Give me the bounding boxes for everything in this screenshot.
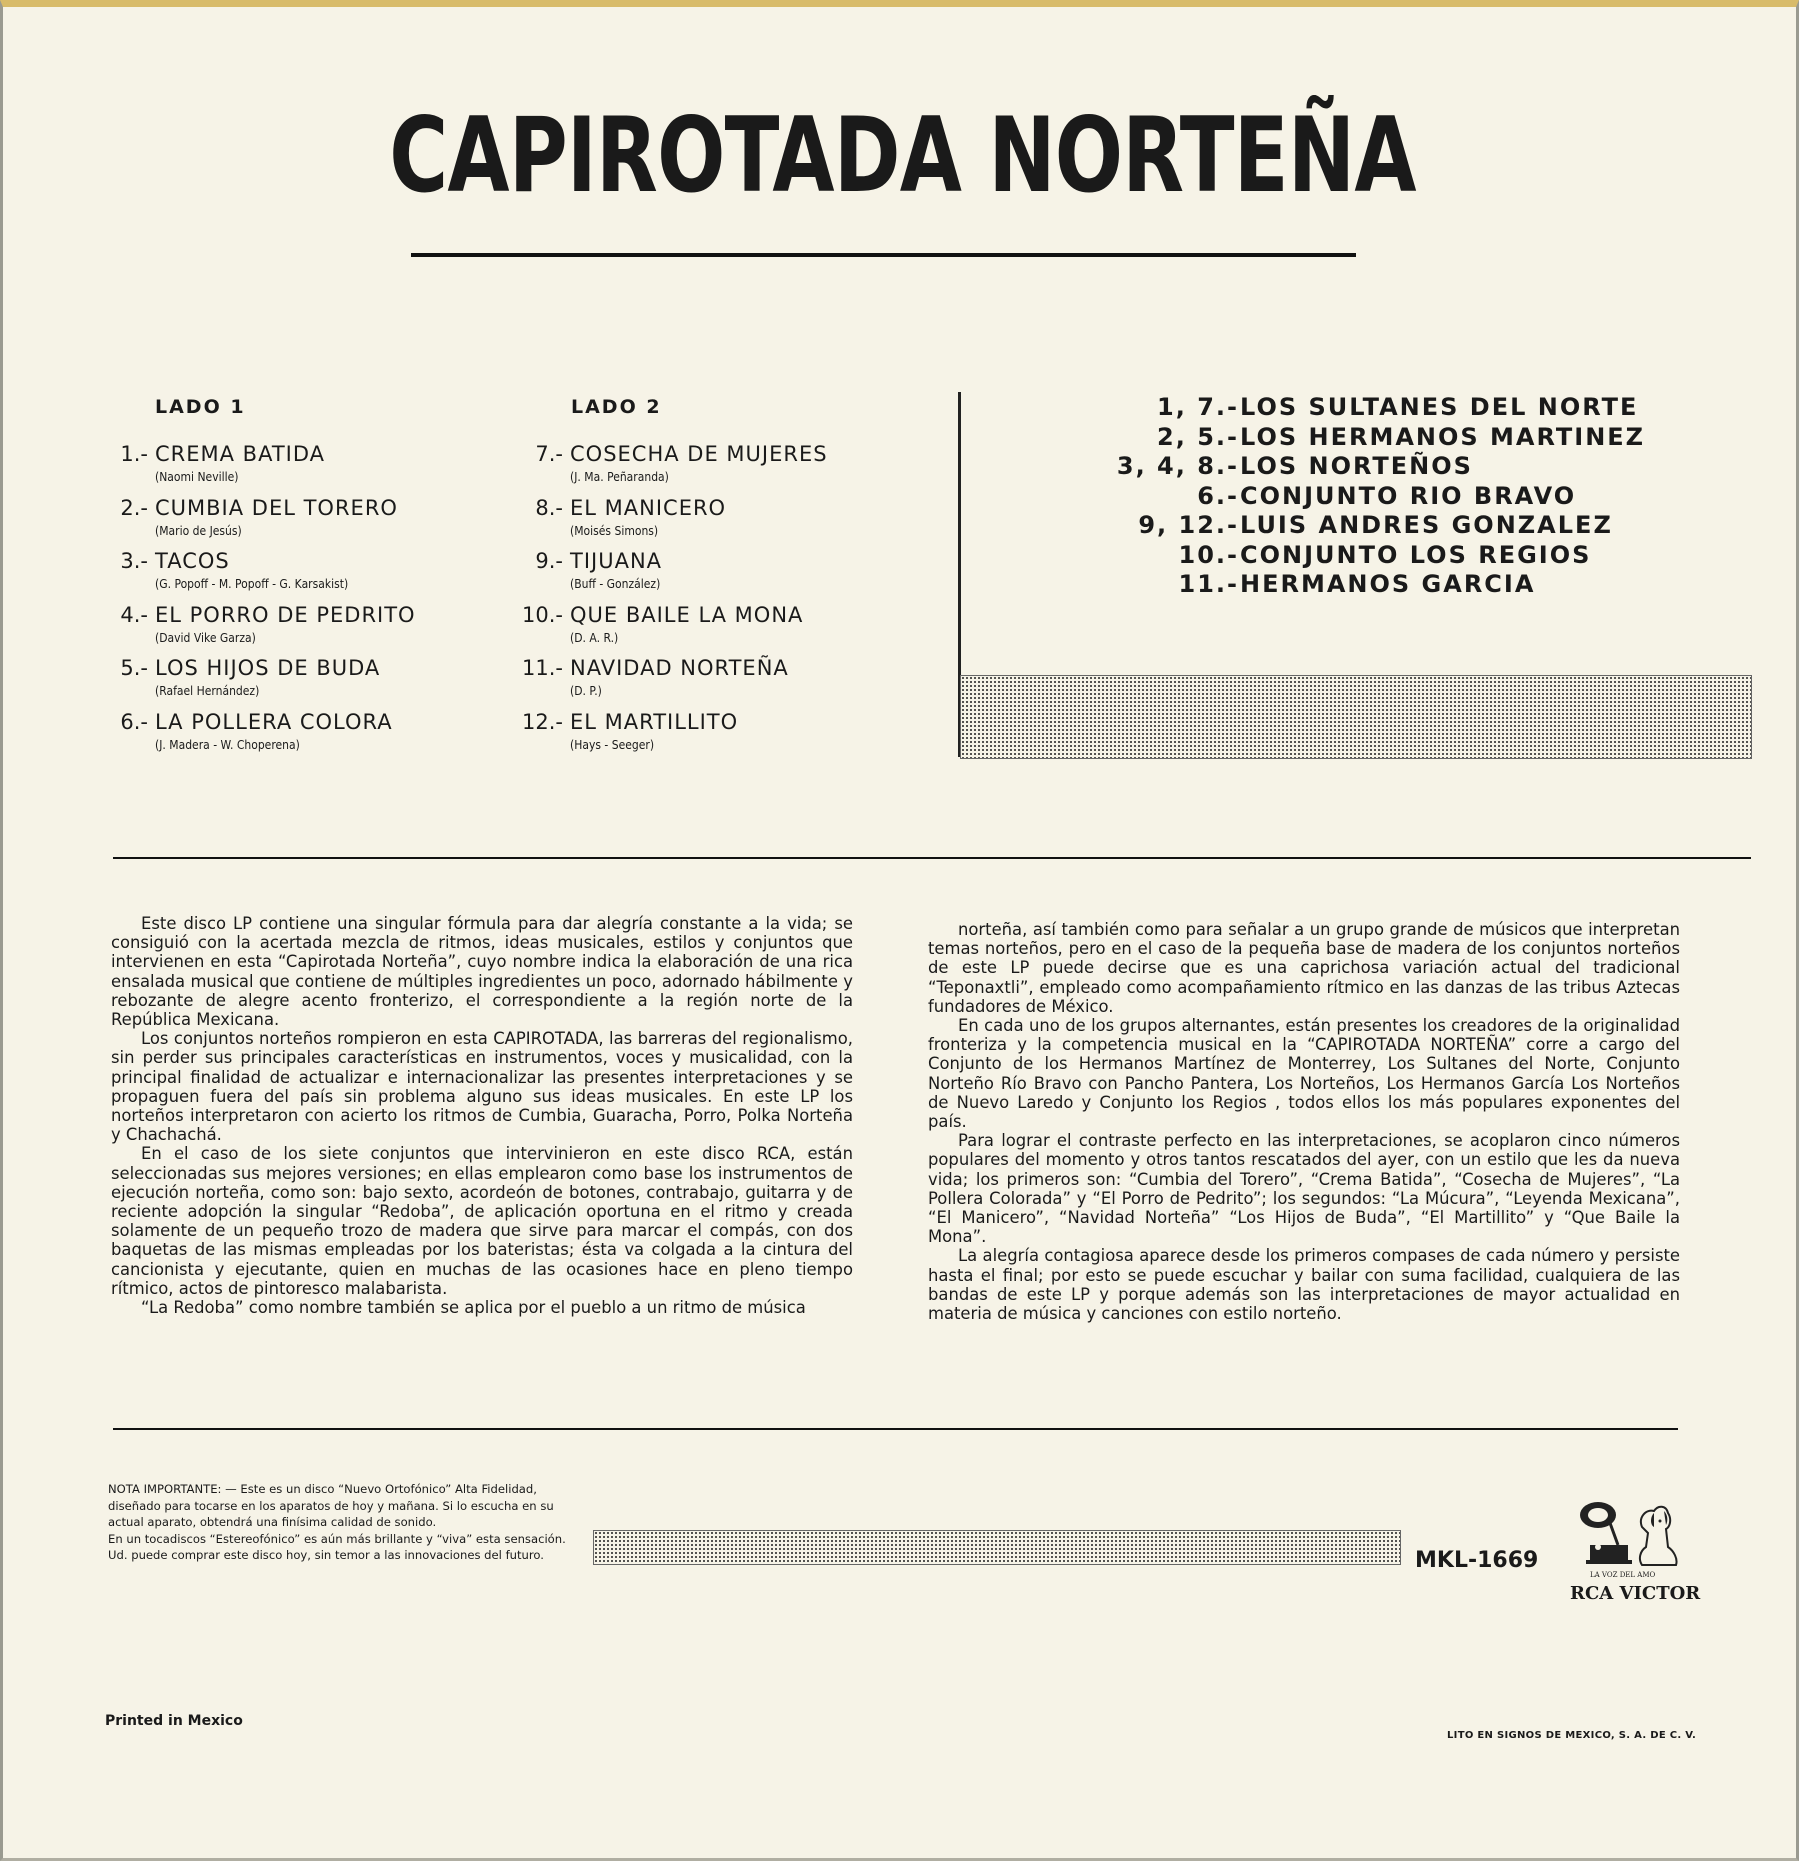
track-title: LA POLLERA COLORA	[155, 709, 393, 734]
track-number: 11.-	[522, 656, 563, 681]
rca-victor-logo	[1568, 1499, 1701, 1604]
track-author: (David Vike Garza)	[155, 630, 256, 645]
track-item	[118, 442, 478, 496]
track-title: TACOS	[155, 549, 230, 574]
track-number: 5.-	[120, 656, 148, 681]
section-rule	[113, 857, 1751, 859]
side-1-heading: LADO 1	[155, 396, 246, 418]
performer-name: CONJUNTO LOS REGIOS	[1240, 540, 1592, 569]
liner-paragraph: Los conjuntos norteños rompieron en esta CAPIROTADA, las barreras del regionalismo, sin perder sus principales características en instrumentos, voces y musicalidad, con la principal finalidad de actualizar e internacionalizar las presentes interpretaciones y se propaguen fuera del país sin problema alguno sus ideas musicales. En este LP los norteños interpretaron con acierto los ritmos de Cumbia, Guaracha, Porro, Polka Norteña y Chachachá.	[111, 1029, 853, 1145]
performer-name: CONJUNTO RIO BRAVO	[1240, 481, 1577, 510]
title-underline	[411, 253, 1356, 257]
track-item	[533, 442, 913, 496]
track-author: (Hays - Seeger)	[570, 737, 655, 752]
track-author: (J. Ma. Peñaranda)	[570, 470, 669, 484]
track-number: 9.-	[535, 549, 563, 574]
track-number: 3.-	[120, 549, 148, 574]
track-title: TIJUANA	[570, 549, 663, 574]
liner-notes-right	[928, 920, 1680, 1323]
printer-credit: LITO EN SIGNOS DE MEXICO, S. A. DE C. V.	[1447, 1730, 1697, 1741]
note-paragraph: NOTA IMPORTANTE: — Este es un disco “Nuevo Ortofónico” Alta Fidelidad, diseñado para tocarse en los aparatos de hoy y mañana. Si lo escucha en su actual aparato, obtendrá una finísima calidad de sonido.	[108, 1482, 554, 1529]
performer-tracks: 10.-	[1178, 540, 1239, 569]
track-item	[522, 709, 913, 764]
track-title: NAVIDAD NORTEÑA	[570, 656, 789, 681]
track-number: 2.-	[120, 495, 148, 520]
track-author: (Rafael Hernández)	[155, 684, 260, 699]
liner-paragraph: En cada uno de los grupos alternantes, están presentes los creadores de la originalidad fronteriza y la competencia musical en la “CAPIROTADA NORTEÑA” corre a cargo del Conjunto de los Hermanos Martínez de Monterrey, Los Sultanes del Norte, Conjunto Norteño Río Bravo con Pancho Pantera, Los Norteños, Los Hermanos García Los Norteños de Nuevo Laredo y Conjunto los Regios , todos ellos los más populares exponentes del país.	[928, 1016, 1680, 1132]
note-paragraph: En un tocadiscos “Estereofónico” es aún más brillante y “viva” esta sensación.	[108, 1531, 566, 1546]
track-number: 12.-	[522, 709, 563, 734]
track-item	[522, 656, 913, 710]
performer-name: LOS HERMANOS MARTINEZ	[1240, 422, 1646, 451]
performer-name: LUIS ANDRES GONZALEZ	[1240, 511, 1613, 539]
track-number: 4.-	[120, 602, 148, 627]
liner-paragraph: Para lograr el contraste perfecto en las interpretaciones, se acoplaron cinco números populares del momento y otros tantos rescatados del ayer, con un estilo que les da nueva vida; los primeros son: “Cumbia del Torero”, “Crema Batida”, “Cosecha de Mujeres”, “La Pollera Colorada” y “El Porro de Pedrito”; los segundos: “La Múcura”, “Leyenda Mexicana”, “El Manicero”, “Navidad Norteña” “Los Hijos de Buda”, “El Martillito” y “Que Baile la Mona”.	[928, 1131, 1680, 1247]
track-number: 7.-	[535, 442, 563, 466]
track-title: LOS HIJOS DE BUDA	[155, 656, 381, 681]
performer-tracks: 9, 12.-	[1138, 511, 1239, 539]
side-2-heading: LADO 2	[571, 396, 662, 418]
performer-tracks: 3, 4, 8.-	[1116, 452, 1239, 480]
track-author: (G. Popoff - M. Popoff - G. Karsakist)	[155, 577, 349, 592]
track-number: 1.-	[120, 442, 148, 466]
track-item	[118, 656, 478, 710]
liner-paragraph: Este disco LP contiene una singular fórmula para dar alegría constante a la vida; se consiguió con la acertada mezcla de ritmos, ideas musicales, estilos y conjuntos que intervienen en esta “Capirotada Norteña”, cuyo nombre indica la elaboración de una rica ensalada musical que contiene de múltiples ingredientes un poco, adornado hábilmente y rebozante de alegre acento fronterizo, el correspondiente a la región norte de la República Mexicana.	[111, 914, 853, 1030]
track-item	[118, 710, 478, 764]
brand-name: RCA VICTOR	[1570, 1583, 1701, 1604]
track-item	[533, 496, 913, 550]
track-title: CREMA BATIDA	[155, 442, 326, 466]
track-number: 6.-	[120, 709, 148, 734]
logo-caption: LA VOZ DEL AMO	[1590, 1571, 1656, 1579]
liner-paragraph: “La Redoba” como nombre también se aplica por el pueblo a un ritmo de música	[141, 1298, 806, 1318]
halftone-panel	[960, 675, 1752, 759]
his-masters-voice-dog-gramophone-icon	[1568, 1499, 1688, 1579]
track-title: EL MARTILLITO	[570, 709, 739, 734]
track-title: COSECHA DE MUJERES	[570, 442, 828, 466]
halftone-strip	[593, 1530, 1401, 1565]
track-item	[118, 496, 478, 550]
track-author: (J. Madera - W. Choperena)	[155, 737, 300, 752]
performer-tracks: 11.-	[1178, 570, 1239, 598]
side-2-tracklist	[522, 442, 913, 764]
track-item	[522, 602, 913, 657]
track-author: (Mario de Jesús)	[155, 523, 242, 538]
track-author: (D. A. R.)	[570, 630, 619, 645]
album-title: CAPIROTADA NORTEÑA	[389, 96, 1416, 216]
performer-name: HERMANOS GARCIA	[1240, 570, 1536, 598]
catalog-number: MKL-1669	[1415, 1548, 1539, 1573]
liner-paragraph: En el caso de los siete conjuntos que intervinieron en este disco RCA, están seleccionadas sus mejores versiones; en ellas emplearon como base los instrumentos de ejecución norteña, como son: bajo sexto, acordeón de botones, contrabajo, guitarra y de reciente adopción la singular “Redoba”, de aplicación oportuna en el ritmo y creada solamente de un pequeño trozo de madera que sirve para marcar el compás, con dos baquetas de las mismas empleadas por los bateristas; ésta va colgada a la cintura del cancionista y ejecutante, quien en muchas de las ocasiones hace en pleno tiempo rítmico, actos de pintoresco malabarista.	[111, 1144, 853, 1298]
section-rule	[113, 1428, 1678, 1430]
performer-name: LOS NORTEÑOS	[1240, 452, 1473, 480]
track-item	[533, 549, 913, 603]
performer-tracks: 2, 5.-	[1157, 422, 1239, 451]
important-note	[108, 1481, 573, 1564]
track-number: 10.-	[522, 602, 563, 627]
track-title: CUMBIA DEL TORERO	[155, 495, 398, 520]
track-number: 8.-	[535, 495, 563, 520]
track-item	[118, 603, 478, 657]
liner-paragraph: norteña, así también como para señalar a un grupo grande de músicos que interpretan temas norteños, pero en el caso de la pequeña base de madera de los conjuntos norteños de este LP puede decirse que es una caprichosa variación actual del tradicional “Teponaxtli”, empleado como acompañamiento rítmico en las danzas de las tribus Aztecas fundadores de México.	[928, 920, 1680, 1016]
track-author: (Naomi Neville)	[155, 470, 239, 484]
note-paragraph: Ud. puede comprar este disco hoy, sin temor a las innovaciones del futuro.	[108, 1548, 544, 1562]
liner-notes-left	[111, 914, 853, 1317]
side-1-tracklist	[118, 442, 478, 764]
track-author: (D. P.)	[570, 684, 602, 699]
track-author: (Buff - González)	[570, 577, 661, 592]
performer-tracks: 1, 7.-	[1157, 393, 1239, 421]
performer-tracks: 6.-	[1197, 481, 1239, 510]
track-item	[118, 549, 478, 603]
track-author: (Moisés Simons)	[570, 523, 659, 538]
printed-in: Printed in Mexico	[105, 1713, 243, 1729]
track-title: QUE BAILE LA MONA	[570, 602, 804, 627]
liner-paragraph: La alegría contagiosa aparece desde los primeros compases de cada número y persiste hasta el final; por esto se puede escuchar y bailar con suma facilidad, cualquiera de las bandas de este LP y porque además son las interpretaciones de mayor actualidad en materia de música y canciones con estilo norteño.	[928, 1246, 1680, 1324]
performer-name: LOS SULTANES DEL NORTE	[1240, 393, 1639, 421]
track-title: EL MANICERO	[570, 495, 727, 520]
track-title: EL PORRO DE PEDRITO	[155, 602, 416, 627]
